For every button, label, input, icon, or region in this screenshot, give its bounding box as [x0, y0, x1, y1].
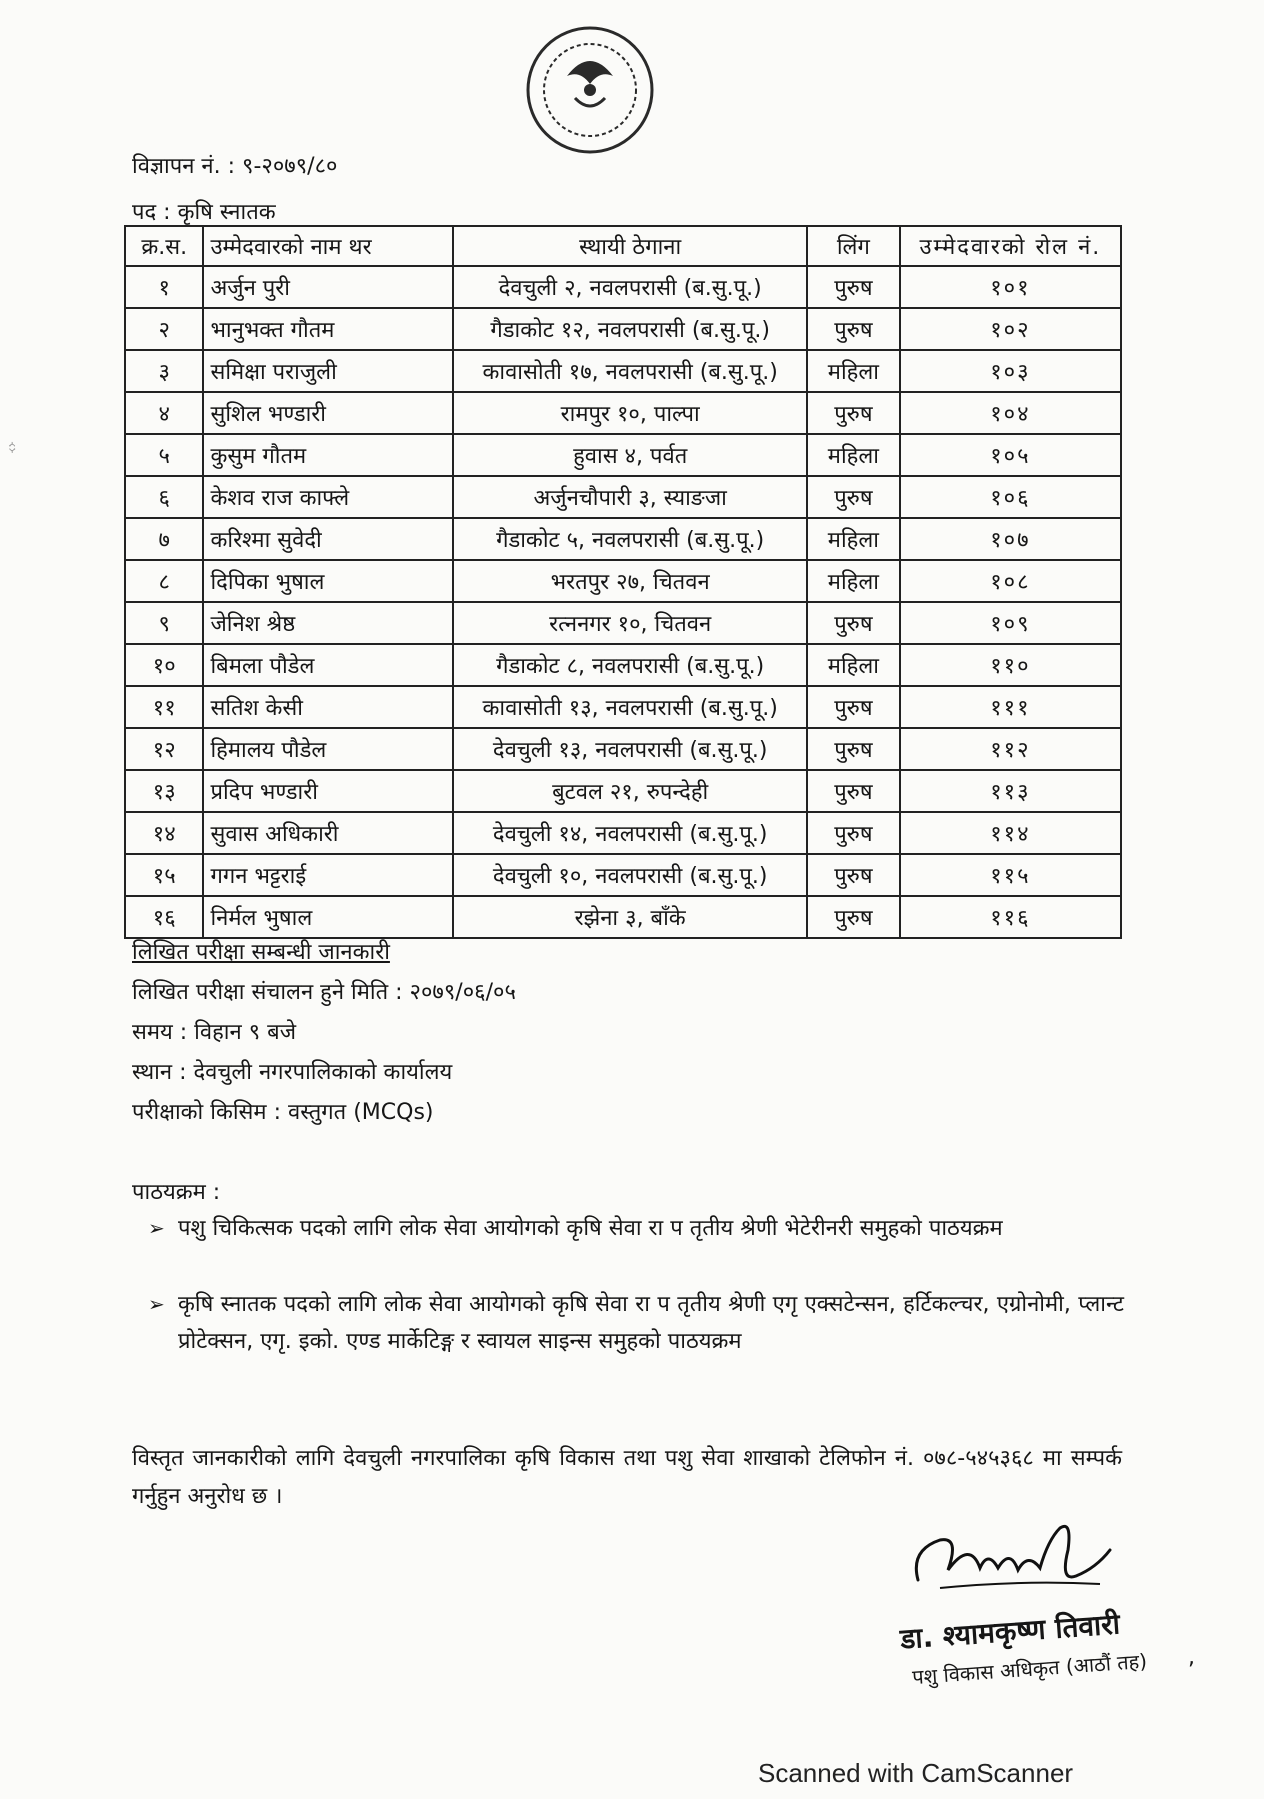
cell-sn: ९: [125, 602, 203, 644]
cell-sn: ११: [125, 686, 203, 728]
cell-name: करिश्मा सुवेदी: [203, 518, 453, 560]
cell-roll: ११५: [900, 854, 1121, 896]
cell-name: केशव राज काफ्ले: [203, 476, 453, 518]
col-header-address: स्थायी ठेगाना: [453, 226, 807, 266]
syllabus-item: [148, 1210, 1124, 1247]
cell-gender: पुरुष: [807, 602, 900, 644]
arrow-bullet-icon: ➢: [148, 1216, 165, 1240]
cell-address: हुवास ४, पर्वत: [453, 434, 807, 476]
table-row: [125, 392, 1121, 434]
cell-gender: पुरुष: [807, 266, 900, 308]
cell-address: रत्ननगर १०, चितवन: [453, 602, 807, 644]
table-row: [125, 308, 1121, 350]
post-title: पद : कृषि स्नातक: [132, 200, 276, 225]
exam-type: परीक्षाको किसिम : वस्तुगत (MCQs): [132, 1100, 434, 1125]
cell-sn: ५: [125, 434, 203, 476]
cell-name: भानुभक्त गौतम: [203, 308, 453, 350]
cell-roll: ११४: [900, 812, 1121, 854]
cell-gender: महिला: [807, 518, 900, 560]
cell-name: कुसुम गौतम: [203, 434, 453, 476]
cell-sn: १५: [125, 854, 203, 896]
signatory-title: पशु विकास अधिकृत (आठौं तह): [911, 1648, 1148, 1690]
cell-name: जेनिश श्रेष्ठ: [203, 602, 453, 644]
cell-gender: पुरुष: [807, 896, 900, 938]
table-row: [125, 602, 1121, 644]
cell-name: हिमालय पौडेल: [203, 728, 453, 770]
cell-address: कावासोती १७, नवलपरासी (ब.सु.पू.): [453, 350, 807, 392]
cell-address: रझेना ३, बाँके: [453, 896, 807, 938]
cell-roll: १०३: [900, 350, 1121, 392]
exam-venue: स्थान : देवचुली नगरपालिकाको कार्यालय: [132, 1060, 453, 1085]
cell-gender: महिला: [807, 644, 900, 686]
cell-name: सतिश केसी: [203, 686, 453, 728]
cell-roll: १०८: [900, 560, 1121, 602]
arrow-bullet-icon: ➢: [148, 1292, 165, 1316]
cell-address: बुटवल २१, रुपन्देही: [453, 770, 807, 812]
cell-gender: पुरुष: [807, 308, 900, 350]
scanner-watermark: Scanned with CamScanner: [758, 1758, 1074, 1788]
signatory-name: डा. श्यामकृष्ण तिवारी: [899, 1607, 1121, 1656]
cell-address: भरतपुर २७, चितवन: [453, 560, 807, 602]
cell-roll: १११: [900, 686, 1121, 728]
table-row: [125, 434, 1121, 476]
col-header-roll: उम्मेदवारको रोल नं.: [900, 226, 1121, 266]
cell-gender: पुरुष: [807, 728, 900, 770]
exam-date: लिखित परीक्षा संचालन हुने मिति : २०७९/०६/०५: [132, 980, 516, 1005]
exam-time: समय : विहान ९ बजे: [132, 1020, 297, 1045]
cell-roll: १०१: [900, 266, 1121, 308]
cell-gender: महिला: [807, 560, 900, 602]
cell-address: देवचुली १४, नवलपरासी (ब.सु.पू.): [453, 812, 807, 854]
exam-heading: लिखित परीक्षा सम्बन्धी जानकारी: [132, 940, 390, 965]
cell-name: बिमला पौडेल: [203, 644, 453, 686]
syllabus-item-text: कृषि स्नातक पदको लागि लोक सेवा आयोगको कृषि सेवा रा प तृतीय श्रेणी एगृ एक्सटेन्सन, हर्टिकल्चर, एग्रोनोमी, प्लान्ट प्रोटेक्सन, एगृ. इको. एण्ड मार्केटिङ्ग र स्वायल साइन्स समुहको पाठयक्रम: [178, 1292, 1124, 1354]
cell-sn: १०: [125, 644, 203, 686]
cell-address: देवचुली १०, नवलपरासी (ब.सु.पू.): [453, 854, 807, 896]
cell-sn: १४: [125, 812, 203, 854]
cell-roll: १०५: [900, 434, 1121, 476]
table-row: [125, 854, 1121, 896]
cell-address: देवचुली १३, नवलपरासी (ब.सु.पू.): [453, 728, 807, 770]
table-row: [125, 518, 1121, 560]
cell-sn: १६: [125, 896, 203, 938]
cell-sn: ७: [125, 518, 203, 560]
table-row: [125, 476, 1121, 518]
scan-smudge: ᨟: [8, 438, 17, 457]
cell-gender: पुरुष: [807, 770, 900, 812]
cell-gender: पुरुष: [807, 392, 900, 434]
col-header-gender: लिंग: [807, 226, 900, 266]
table-header-row: [125, 226, 1121, 266]
cell-roll: ११३: [900, 770, 1121, 812]
cell-roll: १०६: [900, 476, 1121, 518]
syllabus-item: [148, 1286, 1124, 1360]
cell-roll: १०२: [900, 308, 1121, 350]
cell-roll: ११६: [900, 896, 1121, 938]
cell-address: अर्जुनचौपारी ३, स्याङजा: [453, 476, 807, 518]
cell-address: कावासोती १३, नवलपरासी (ब.सु.पू.): [453, 686, 807, 728]
table-row: [125, 350, 1121, 392]
cell-sn: १३: [125, 770, 203, 812]
table-row: [125, 266, 1121, 308]
cell-gender: महिला: [807, 350, 900, 392]
cell-sn: ८: [125, 560, 203, 602]
cell-address: रामपुर १०, पाल्पा: [453, 392, 807, 434]
cell-sn: ३: [125, 350, 203, 392]
syllabus-heading: पाठयक्रम :: [132, 1180, 221, 1205]
cell-roll: ११०: [900, 644, 1121, 686]
table-row: [125, 812, 1121, 854]
trailing-mark: ,: [1188, 1645, 1195, 1670]
cell-gender: पुरुष: [807, 812, 900, 854]
cell-roll: १०९: [900, 602, 1121, 644]
cell-sn: २: [125, 308, 203, 350]
col-header-sn: क्र.स.: [125, 226, 203, 266]
notice-number: विज्ञापन नं. : ९-२०७९/८०: [132, 154, 338, 179]
cell-address: गैडाकोट १२, नवलपरासी (ब.सु.पू.): [453, 308, 807, 350]
contact-paragraph: विस्तृत जानकारीको लागि देवचुली नगरपालिका कृषि विकास तथा पशु सेवा शाखाको टेलिफोन नं. ०७८-५४५३६८ मा सम्पर्क गर्नुहुन अनुरोध छ ।: [132, 1446, 1122, 1509]
cell-address: गैडाकोट ५, नवलपरासी (ब.सु.पू.): [453, 518, 807, 560]
cell-sn: १: [125, 266, 203, 308]
table-row: [125, 560, 1121, 602]
cell-gender: पुरुष: [807, 854, 900, 896]
cell-name: प्रदिप भण्डारी: [203, 770, 453, 812]
cell-address: गैडाकोट ८, नवलपरासी (ब.सु.पू.): [453, 644, 807, 686]
table-row: [125, 644, 1121, 686]
candidate-table: [124, 225, 1122, 939]
cell-name: गगन भट्टराई: [203, 854, 453, 896]
cell-name: सुवास अधिकारी: [203, 812, 453, 854]
handwritten-signature: [900, 1510, 1120, 1605]
syllabus-item-text: पशु चिकित्सक पदको लागि लोक सेवा आयोगको कृषि सेवा रा प तृतीय श्रेणी भेटेरीनरी समुहको पाठयक्रम: [178, 1216, 1003, 1241]
cell-name: निर्मल भुषाल: [203, 896, 453, 938]
cell-address: देवचुली २, नवलपरासी (ब.सु.पू.): [453, 266, 807, 308]
cell-sn: ६: [125, 476, 203, 518]
cell-sn: १२: [125, 728, 203, 770]
col-header-name: उम्मेदवारको नाम थर: [203, 226, 453, 266]
cell-roll: १०४: [900, 392, 1121, 434]
table-row: [125, 686, 1121, 728]
cell-gender: महिला: [807, 434, 900, 476]
cell-name: अर्जुन पुरी: [203, 266, 453, 308]
cell-gender: पुरुष: [807, 476, 900, 518]
table-row: [125, 728, 1121, 770]
cell-name: सुशिल भण्डारी: [203, 392, 453, 434]
cell-roll: १०७: [900, 518, 1121, 560]
table-row: [125, 896, 1121, 938]
cell-name: समिक्षा पराजुली: [203, 350, 453, 392]
office-seal: [505, 18, 675, 168]
cell-roll: ११२: [900, 728, 1121, 770]
cell-sn: ४: [125, 392, 203, 434]
cell-gender: पुरुष: [807, 686, 900, 728]
table-row: [125, 770, 1121, 812]
cell-name: दिपिका भुषाल: [203, 560, 453, 602]
